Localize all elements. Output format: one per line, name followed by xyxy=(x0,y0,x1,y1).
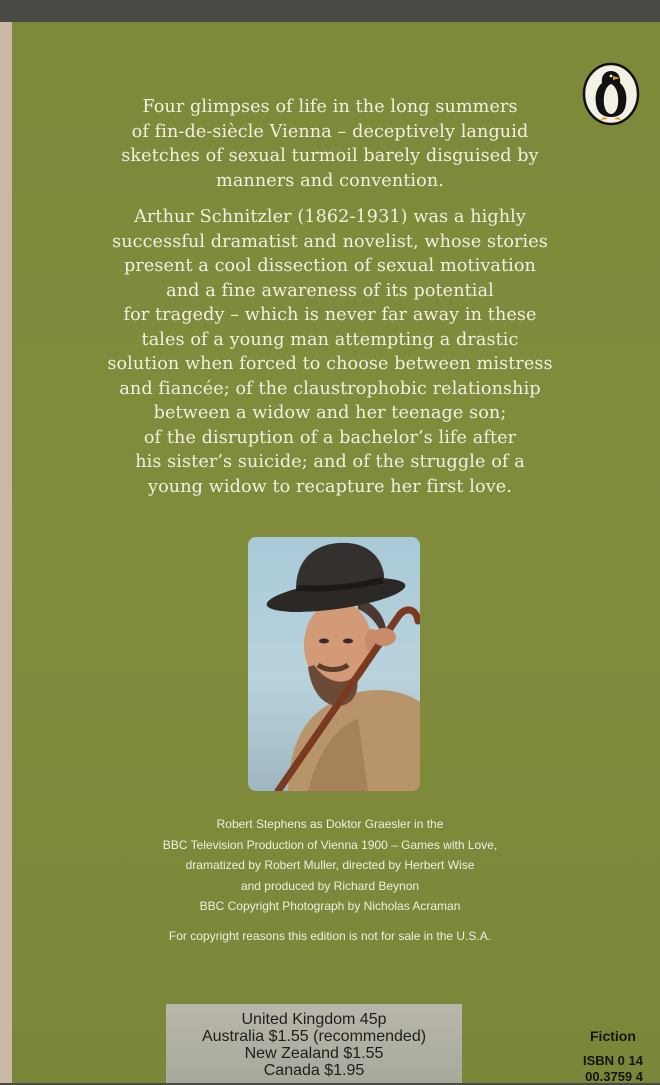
blurb-line: present a cool dissection of sexual motivation xyxy=(123,256,536,276)
price-line: New Zealand $1.55 xyxy=(244,1045,384,1062)
caption-line: Robert Stephens as Doktor Graesler in the xyxy=(216,817,444,831)
blurb-author xyxy=(60,205,600,499)
blurb-line: successful dramatist and novelist, whose stories xyxy=(112,231,548,252)
blurb-line: tales of a young man attempting a drastic xyxy=(141,329,519,350)
price-sticker xyxy=(166,1004,462,1083)
spine-edge xyxy=(0,22,12,1083)
blurb-line: manners and convention. xyxy=(216,170,444,191)
blurb-line: of the disruption of a bachelor’s life after xyxy=(143,427,517,448)
blurb-line: Arthur Schnitzler (1862-1931) was a highly xyxy=(134,207,526,227)
author-portrait-photo xyxy=(248,537,420,791)
price-line: Canada $1.95 xyxy=(263,1062,365,1079)
blurb-line: and a fine awareness of its potential xyxy=(166,280,494,301)
isbn-line: 00.3759 4 xyxy=(585,1069,643,1084)
blurb-line: his sister’s suicide; and of the struggle of a xyxy=(135,452,525,472)
blurb-line: solution when forced to choose between mistress xyxy=(107,354,553,374)
category-label: Fiction xyxy=(590,1028,636,1044)
caption-line: dramatized by Robert Muller, directed by Herbert Wise xyxy=(185,858,475,872)
caption-line: BBC Television Production of Vienna 1900 – Games with Love, xyxy=(162,837,498,852)
isbn-number xyxy=(573,1053,643,1085)
blurb-intro xyxy=(60,95,600,193)
blurb-line: sketches of sexual turmoil barely disguised by xyxy=(121,146,539,166)
blurb-line: between a widow and her teenage son; xyxy=(153,403,507,423)
blurb-line: Four glimpses of life in the long summers xyxy=(142,97,518,117)
price-line: United Kingdom 45p xyxy=(241,1011,387,1028)
photo-caption xyxy=(80,814,580,917)
caption-line: BBC Copyright Photograph by Nicholas Acraman xyxy=(199,899,461,913)
portrait-illustration xyxy=(248,537,420,791)
isbn-line: ISBN 0 14 xyxy=(583,1053,643,1068)
copyright-notice: For copyright reasons this edition is not for sale in the U.S.A. xyxy=(168,929,492,943)
blurb-line: for tragedy – which is never far away in these xyxy=(123,305,537,325)
price-line: Australia $1.55 (recommended) xyxy=(201,1028,427,1045)
blurb-line: and fiancée; of the claustrophobic relationship xyxy=(119,378,541,399)
caption-line: and produced by Richard Beynon xyxy=(240,878,420,893)
blurb-line: of fin-de-siècle Vienna – deceptively languid xyxy=(131,121,529,142)
blurb-line: young widow to recapture her first love. xyxy=(148,476,512,497)
